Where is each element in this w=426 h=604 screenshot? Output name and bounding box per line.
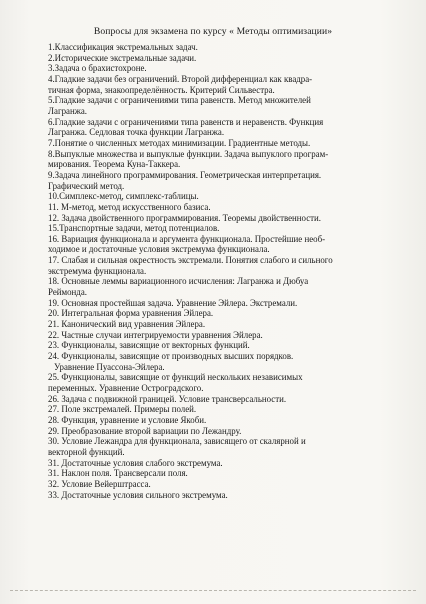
question-item bbox=[48, 351, 408, 372]
question-item bbox=[48, 276, 408, 297]
question-item bbox=[48, 404, 408, 415]
question-item bbox=[48, 426, 408, 437]
question-text: 16. Вариация функционала и аргумента функционала. Простейшие необ- bbox=[48, 233, 326, 244]
question-text: 21. Канонический вид уравнения Эйлера. bbox=[48, 319, 206, 330]
question-item bbox=[48, 490, 408, 501]
question-text: 15.Транспортные задачи, метод потенциалов. bbox=[48, 223, 220, 234]
question-item bbox=[48, 149, 408, 170]
question-item bbox=[48, 372, 408, 393]
question-item bbox=[48, 191, 408, 202]
question-item bbox=[48, 202, 408, 213]
question-text: 30. Условие Лежандра для функционала, зависящего от скалярной и bbox=[48, 436, 306, 447]
question-item bbox=[48, 468, 408, 479]
question-item bbox=[48, 95, 408, 116]
question-text: 31. Наклон поля. Трансверсали поля. bbox=[48, 468, 188, 479]
question-text: 17. Слабая и сильная окрестность экстремали. Понятия слабого и сильного bbox=[48, 255, 333, 266]
question-text: 8.Выпуклые множества и выпуклые функции. Задача выпуклого програм- bbox=[48, 148, 329, 159]
question-text-continued: переменных. Уравнение Остроградского. bbox=[48, 383, 204, 393]
question-text: 3.Задача о брахистохроне. bbox=[48, 63, 147, 74]
question-text-continued: Реймонда. bbox=[48, 287, 87, 298]
question-text-continued: Графический метод. bbox=[48, 180, 125, 191]
question-text: 12. Задача двойственного программирования. Теоремы двойственности. bbox=[48, 212, 321, 223]
question-text: 33. Достаточные условия сильного экстремума. bbox=[48, 489, 228, 500]
question-item bbox=[48, 394, 408, 405]
question-text-continued: ходимое и достаточные условия экстремума функционала. bbox=[48, 244, 270, 255]
question-text: 7.Понятие о численных методах минимизации. Градиентные методы. bbox=[48, 137, 311, 148]
question-text-continued: экстремума функционала. bbox=[48, 265, 147, 276]
question-text: 9.Задача линейного программирования. Геометрическая интерпретация. bbox=[48, 169, 322, 180]
question-text-continued: Лагранжа. Седловая точка функции Лагранжа. bbox=[48, 127, 225, 138]
question-text: 25. Функционалы, зависящие от функций нескольких независимых bbox=[48, 372, 303, 383]
question-item bbox=[48, 415, 408, 426]
question-item bbox=[48, 319, 408, 330]
page-bottom-edge bbox=[10, 590, 416, 591]
question-item bbox=[48, 340, 408, 351]
question-text: 10.Симплекс-метод, симплекс-таблицы. bbox=[48, 191, 199, 202]
question-text: 11. М-метод, метод искусственного базиса. bbox=[48, 201, 211, 212]
question-text: 18. Основные леммы вариационного исчисления: Лагранжа и Дюбуа bbox=[48, 276, 309, 287]
question-item bbox=[48, 42, 408, 53]
question-text-continued: мирования. Теорема Куна-Таккера. bbox=[48, 159, 181, 170]
question-text: 27. Поле экстремалей. Примеры полей. bbox=[48, 404, 197, 415]
question-text: 32. Условие Вейерштрасса. bbox=[48, 478, 151, 489]
question-item bbox=[48, 63, 408, 74]
question-item bbox=[48, 458, 408, 469]
question-item bbox=[48, 138, 408, 149]
question-text: 1.Классификация экстремальных задач. bbox=[48, 42, 198, 52]
question-text: 24. Функционалы, зависящие от производных высших порядков. bbox=[48, 351, 294, 362]
question-text-continued: Уравнение Пуассона-Эйлера. bbox=[54, 361, 165, 372]
question-item bbox=[48, 479, 408, 490]
question-text-continued: векторной функций. bbox=[48, 446, 125, 457]
question-text-continued: тичная форма, знакоопределённость. Критерий Сильвестра. bbox=[48, 84, 275, 95]
question-text: 5.Гладкие задачи с ограничениями типа равенств. Метод множителей bbox=[48, 95, 311, 106]
question-item bbox=[48, 308, 408, 319]
question-text: 23. Функционалы, зависящие от векторных функций. bbox=[48, 340, 250, 351]
question-list bbox=[48, 42, 408, 500]
question-text: 2.Исторические экстремальные задачи. bbox=[48, 52, 197, 63]
question-item bbox=[48, 436, 408, 457]
question-item bbox=[48, 53, 408, 64]
question-item bbox=[48, 255, 408, 276]
question-text: 28. Функция, уравнение и условие Якоби. bbox=[48, 414, 207, 425]
question-text: 31. Достаточные условия слабого экстремума. bbox=[48, 457, 223, 468]
question-item bbox=[48, 213, 408, 224]
question-text-continued: Лагранжа. bbox=[48, 105, 88, 116]
question-item bbox=[48, 330, 408, 341]
question-item bbox=[48, 298, 408, 309]
question-item bbox=[48, 74, 408, 95]
question-text: 26. Задача с подвижной границей. Условие трансверсальности. bbox=[48, 393, 287, 404]
document-title: Вопросы для экзамена по курсу « Методы оптимизации» bbox=[93, 26, 333, 37]
question-item bbox=[48, 170, 408, 191]
question-text: 6.Гладкие задачи с ограничениями типа равенств и неравенств. Функция bbox=[48, 116, 324, 127]
question-text: 29. Преобразование второй вариации по Лежандру. bbox=[48, 425, 242, 436]
question-item bbox=[48, 234, 408, 255]
question-item bbox=[48, 117, 408, 138]
question-text: 22. Частные случаи интегрируемости уравнения Эйлера. bbox=[48, 329, 263, 340]
question-text: 4.Гладкие задачи без ограничений. Второй дифференциал как квадра- bbox=[48, 73, 313, 84]
question-text: 20. Интегральная форма уравнения Эйлера. bbox=[48, 308, 214, 319]
question-item bbox=[48, 223, 408, 234]
question-text: 19. Основная простейшая задача. Уравнение Эйлера. Экстремали. bbox=[48, 297, 298, 308]
